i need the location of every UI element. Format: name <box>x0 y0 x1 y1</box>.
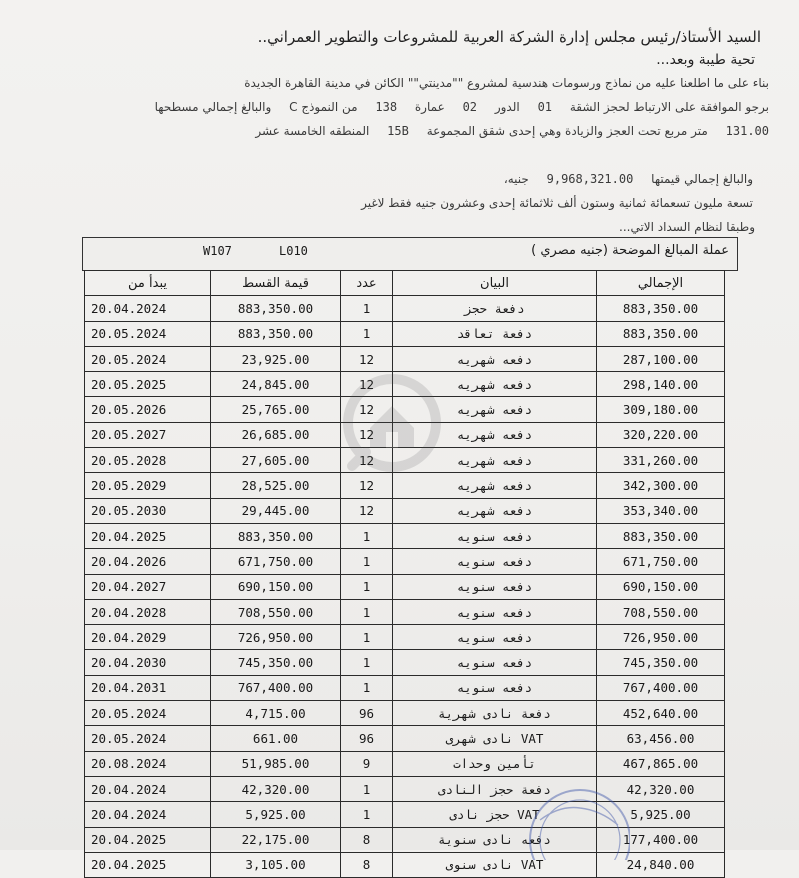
start-date-cell: 20.05.2027 <box>85 422 211 447</box>
total-cell: 24,840.00 <box>597 852 725 877</box>
unit-request-text: برجو الموافقة على الارتباط لحجز الشقة <box>569 100 769 114</box>
description-cell: دفعه شهريه <box>393 498 597 523</box>
count-cell: 12 <box>341 448 393 473</box>
building-label: عمارة <box>414 100 445 114</box>
total-cell: 708,550.00 <box>597 599 725 624</box>
column-start-date: يبدأ من <box>85 271 211 296</box>
letter-greeting: تحية طيبة وبعد... <box>656 52 755 68</box>
description-cell: دفعة نادى شهرية <box>393 701 597 726</box>
start-date-cell: 20.04.2031 <box>85 675 211 700</box>
count-cell: 12 <box>341 372 393 397</box>
installment-cell: 883,350.00 <box>211 296 341 321</box>
count-cell: 96 <box>341 726 393 751</box>
description-cell: دفعه سنويه <box>393 574 597 599</box>
description-cell: دفعه سنويه <box>393 675 597 700</box>
building-number: 138 <box>375 100 398 114</box>
description-cell: دفعه شهريه <box>393 473 597 498</box>
payment-system-intro: وطبقا لنظام السداد الاتي... <box>619 220 755 234</box>
start-date-cell: 20.05.2025 <box>85 372 211 397</box>
round-stamp-icon <box>520 770 630 860</box>
installment-cell: 42,320.00 <box>211 776 341 801</box>
count-cell: 8 <box>341 852 393 877</box>
unit-code-l: L010 <box>279 244 308 258</box>
start-date-cell: 20.04.2027 <box>85 574 211 599</box>
count-cell: 1 <box>341 599 393 624</box>
column-description: البيان <box>393 271 597 296</box>
start-date-cell: 20.05.2028 <box>85 448 211 473</box>
table-row <box>85 574 725 599</box>
total-cell: 309,180.00 <box>597 397 725 422</box>
count-cell: 12 <box>341 498 393 523</box>
table-row <box>85 675 725 700</box>
installment-cell: 51,985.00 <box>211 751 341 776</box>
description-cell: VAT نادى شهرى <box>393 726 597 751</box>
table-row <box>85 296 725 321</box>
table-row <box>85 625 725 650</box>
start-date-cell: 20.04.2028 <box>85 599 211 624</box>
table-row <box>85 321 725 346</box>
count-cell: 1 <box>341 296 393 321</box>
installment-cell: 661.00 <box>211 726 341 751</box>
start-date-cell: 20.04.2024 <box>85 802 211 827</box>
start-date-cell: 20.04.2024 <box>85 776 211 801</box>
house-logo-icon <box>330 368 460 478</box>
zone-name: المنطقه الخامسة عشر <box>255 124 370 138</box>
description-cell: VAT نادى سنوى <box>393 852 597 877</box>
floor-number: 02 <box>462 100 478 114</box>
table-row <box>85 523 725 548</box>
installment-cell: 23,925.00 <box>211 346 341 371</box>
description-cell: دفعه سنويه <box>393 599 597 624</box>
description-cell: دفعه شهريه <box>393 422 597 447</box>
start-date-cell: 20.05.2030 <box>85 498 211 523</box>
description-cell: دفعه نادى سنوية <box>393 827 597 852</box>
table-row <box>85 498 725 523</box>
count-cell: 1 <box>341 549 393 574</box>
start-date-cell: 20.04.2024 <box>85 296 211 321</box>
installment-cell: 24,845.00 <box>211 372 341 397</box>
table-row <box>85 650 725 675</box>
installment-cell: 5,925.00 <box>211 802 341 827</box>
column-installment: قيمة القسط <box>211 271 341 296</box>
total-value-line <box>490 172 753 186</box>
count-cell: 1 <box>341 574 393 599</box>
installment-cell: 690,150.00 <box>211 574 341 599</box>
count-cell: 96 <box>341 701 393 726</box>
installment-cell: 883,350.00 <box>211 321 341 346</box>
count-cell: 9 <box>341 751 393 776</box>
start-date-cell: 20.04.2029 <box>85 625 211 650</box>
installment-cell: 22,175.00 <box>211 827 341 852</box>
total-cell: 883,350.00 <box>597 296 725 321</box>
installment-cell: 28,525.00 <box>211 473 341 498</box>
count-cell: 8 <box>341 827 393 852</box>
start-date-cell: 20.04.2025 <box>85 852 211 877</box>
count-cell: 12 <box>341 473 393 498</box>
total-cell: 342,300.00 <box>597 473 725 498</box>
count-cell: 1 <box>341 523 393 548</box>
total-cell: 467,865.00 <box>597 751 725 776</box>
count-cell: 12 <box>341 346 393 371</box>
installment-cell: 29,445.00 <box>211 498 341 523</box>
table-row <box>85 599 725 624</box>
count-cell: 12 <box>341 422 393 447</box>
installment-cell: 27,605.00 <box>211 448 341 473</box>
floor-label: الدور <box>494 100 520 114</box>
letter-salutation: السيد الأستاذ/رئيس مجلس إدارة الشركة العربية للمشروعات والتطوير العمراني.. <box>257 28 761 46</box>
table-header-box <box>82 237 738 271</box>
total-cell: 331,260.00 <box>597 448 725 473</box>
total-cell: 671,750.00 <box>597 549 725 574</box>
count-cell: 1 <box>341 802 393 827</box>
count-cell: 12 <box>341 397 393 422</box>
description-cell: تأمين وحدات <box>393 751 597 776</box>
letter-paragraph-line-2 <box>141 100 769 114</box>
table-row <box>85 549 725 574</box>
column-total: الإجمالي <box>597 271 725 296</box>
total-cell: 745,350.00 <box>597 650 725 675</box>
total-cell: 42,320.00 <box>597 776 725 801</box>
total-value-currency: جنيه، <box>503 172 529 186</box>
description-cell: دفعه سنويه <box>393 650 597 675</box>
total-cell: 63,456.00 <box>597 726 725 751</box>
total-cell: 298,140.00 <box>597 372 725 397</box>
total-cell: 767,400.00 <box>597 675 725 700</box>
description-cell: دفعة حجز <box>393 296 597 321</box>
description-cell: دفعه سنويه <box>393 549 597 574</box>
currency-title: عملة المبالغ الموضحة (جنيه مصري ) <box>531 243 729 258</box>
model-label: من النموذج C <box>289 100 358 114</box>
area-label: والبالغ إجمالي مسطحها <box>154 100 272 114</box>
start-date-cell: 20.05.2024 <box>85 346 211 371</box>
total-cell: 320,220.00 <box>597 422 725 447</box>
description-cell: دفعة حجز النادى <box>393 776 597 801</box>
installment-cell: 745,350.00 <box>211 650 341 675</box>
description-cell: دفعه سنويه <box>393 523 597 548</box>
total-cell: 726,950.00 <box>597 625 725 650</box>
table-row <box>85 701 725 726</box>
total-cell: 353,340.00 <box>597 498 725 523</box>
total-cell: 883,350.00 <box>597 523 725 548</box>
description-cell: دفعه شهريه <box>393 397 597 422</box>
start-date-cell: 20.04.2026 <box>85 549 211 574</box>
count-cell: 1 <box>341 650 393 675</box>
installment-cell: 671,750.00 <box>211 549 341 574</box>
start-date-cell: 20.05.2024 <box>85 701 211 726</box>
start-date-cell: 20.05.2029 <box>85 473 211 498</box>
start-date-cell: 20.08.2024 <box>85 751 211 776</box>
total-cell: 287,100.00 <box>597 346 725 371</box>
total-cell: 5,925.00 <box>597 802 725 827</box>
total-cell: 177,400.00 <box>597 827 725 852</box>
start-date-cell: 20.05.2024 <box>85 321 211 346</box>
installment-cell: 3,105.00 <box>211 852 341 877</box>
start-date-cell: 20.04.2030 <box>85 650 211 675</box>
count-cell: 1 <box>341 321 393 346</box>
description-cell: دفعة تعاقد <box>393 321 597 346</box>
total-cell: 690,150.00 <box>597 574 725 599</box>
start-date-cell: 20.04.2025 <box>85 827 211 852</box>
column-count: عدد <box>341 271 393 296</box>
apartment-number: 01 <box>537 100 553 114</box>
installment-cell: 726,950.00 <box>211 625 341 650</box>
installment-cell: 883,350.00 <box>211 523 341 548</box>
installment-cell: 25,765.00 <box>211 397 341 422</box>
area-description: متر مربع تحت العجز والزيادة وهي إحدى شقق المجموعة <box>426 124 708 138</box>
unit-area: 131.00 <box>725 124 769 138</box>
group-code: 15B <box>387 124 409 138</box>
description-cell: دفعه شهريه <box>393 372 597 397</box>
total-cell: 452,640.00 <box>597 701 725 726</box>
installment-cell: 26,685.00 <box>211 422 341 447</box>
total-value-label: والبالغ إجمالي قيمتها <box>651 172 753 186</box>
description-cell: دفعه شهريه <box>393 448 597 473</box>
table-header-row <box>85 271 725 296</box>
letter-paragraph-line-1: بناء على ما اطلعنا عليه من نماذج ورسومات هندسية لمشروع ""مدينتي"" الكائن في مدينة القاهرة الجديدة <box>244 76 769 90</box>
installment-cell: 708,550.00 <box>211 599 341 624</box>
count-cell: 1 <box>341 675 393 700</box>
start-date-cell: 20.05.2026 <box>85 397 211 422</box>
total-value-in-words: تسعة مليون تسعمائة ثمانية وستون ألف ثلاثمائة إحدى وعشرون جنيه فقط لاغير <box>361 196 753 210</box>
table-row <box>85 726 725 751</box>
unit-code-w: W107 <box>203 244 232 258</box>
letter-paragraph-line-3 <box>241 124 769 138</box>
start-date-cell: 20.05.2024 <box>85 726 211 751</box>
description-cell: VAT حجز نادى <box>393 802 597 827</box>
count-cell: 1 <box>341 776 393 801</box>
start-date-cell: 20.04.2025 <box>85 523 211 548</box>
description-cell: دفعه شهريه <box>393 346 597 371</box>
total-value-amount: 9,968,321.00 <box>546 172 634 186</box>
total-cell: 883,350.00 <box>597 321 725 346</box>
installment-cell: 4,715.00 <box>211 701 341 726</box>
count-cell: 1 <box>341 625 393 650</box>
installment-cell: 767,400.00 <box>211 675 341 700</box>
description-cell: دفعه سنويه <box>393 625 597 650</box>
